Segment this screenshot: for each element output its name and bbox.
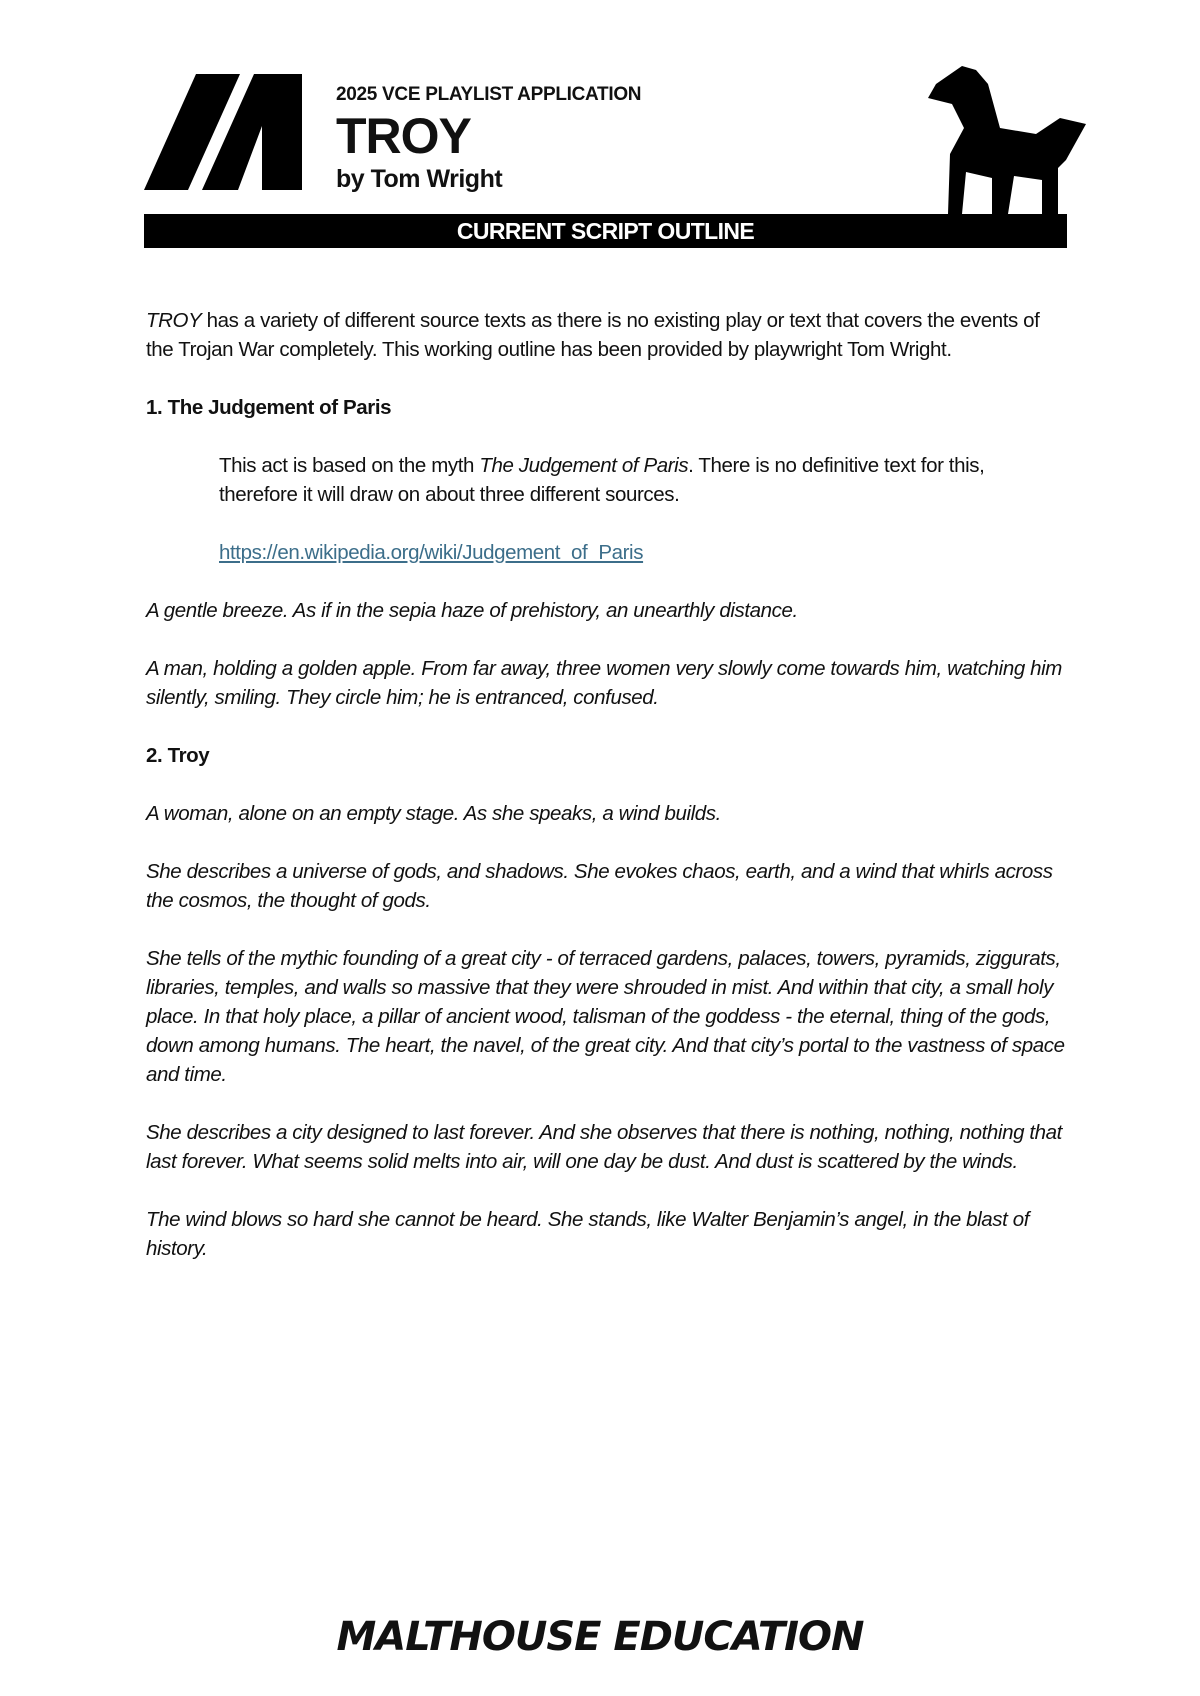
document-body bbox=[146, 306, 1066, 1292]
source-note: This act is based on the myth The Judgement of Paris. There is no definitive text for this, therefore it will draw on about three different sources. bbox=[219, 454, 985, 506]
wikipedia-link[interactable]: https://en.wikipedia.org/wiki/Judgement_of_Paris bbox=[219, 541, 644, 564]
header-text bbox=[336, 84, 641, 194]
script-paragraph: She describes a city designed to last forever. And she observes that there is nothing, nothing, nothing that last forever. What seems solid melts into air, will one day be dust. And dust is scattered by the winds. bbox=[146, 1121, 1062, 1173]
page-title: TROY bbox=[336, 108, 471, 164]
script-paragraph: A gentle breeze. As if in the sepia haze of prehistory, an unearthly distance. bbox=[146, 599, 798, 622]
section-heading-troy: 2. Troy bbox=[146, 744, 210, 767]
script-paragraph: A woman, alone on an empty stage. As she speaks, a wind builds. bbox=[146, 802, 721, 825]
section-banner: CURRENT SCRIPT OUTLINE bbox=[144, 214, 1067, 248]
script-paragraph: A man, holding a golden apple. From far away, three women very slowly come towards him, watching him silently, smiling. They circle him; he is entranced, confused. bbox=[146, 657, 1062, 709]
script-paragraph: She describes a universe of gods, and shadows. She evokes chaos, earth, and a wind that whirls across the cosmos, the thought of gods. bbox=[146, 860, 1053, 912]
section-heading-judgement: 1. The Judgement of Paris bbox=[146, 396, 392, 419]
trojan-horse-icon bbox=[918, 64, 1088, 214]
script-paragraph: The wind blows so hard she cannot be heard. She stands, like Walter Benjamin’s angel, in the blast of history. bbox=[146, 1208, 1030, 1260]
source-link-paragraph bbox=[219, 538, 1066, 567]
footer-brand: MALTHOUSE EDUCATION bbox=[336, 1614, 864, 1660]
malthouse-m-logo-icon bbox=[144, 74, 314, 194]
intro-paragraph bbox=[146, 306, 1066, 364]
intro-text: has a variety of different source texts as there is no existing play or text that covers the events of the Trojan War completely. This working outline has been provided by playwright Tom Wright. bbox=[146, 309, 1040, 361]
script-paragraph: She tells of the mythic founding of a great city - of terraced gardens, palaces, towers, pyramids, ziggurats, libraries, temples, and walls so massive that they were shrouded in mist. And within that city, a small holy place. In that holy place, a pillar of ancient wood, talisman of the goddess - the eternal, thing of the gods, down among humans. The heart, the navel, of the great city. And that city’s portal to the vastness of space and time. bbox=[146, 947, 1065, 1086]
intro-title: TROY bbox=[146, 309, 202, 332]
author-line: by Tom Wright bbox=[336, 165, 503, 193]
application-label: 2025 VCE PLAYLIST APPLICATION bbox=[336, 84, 642, 105]
